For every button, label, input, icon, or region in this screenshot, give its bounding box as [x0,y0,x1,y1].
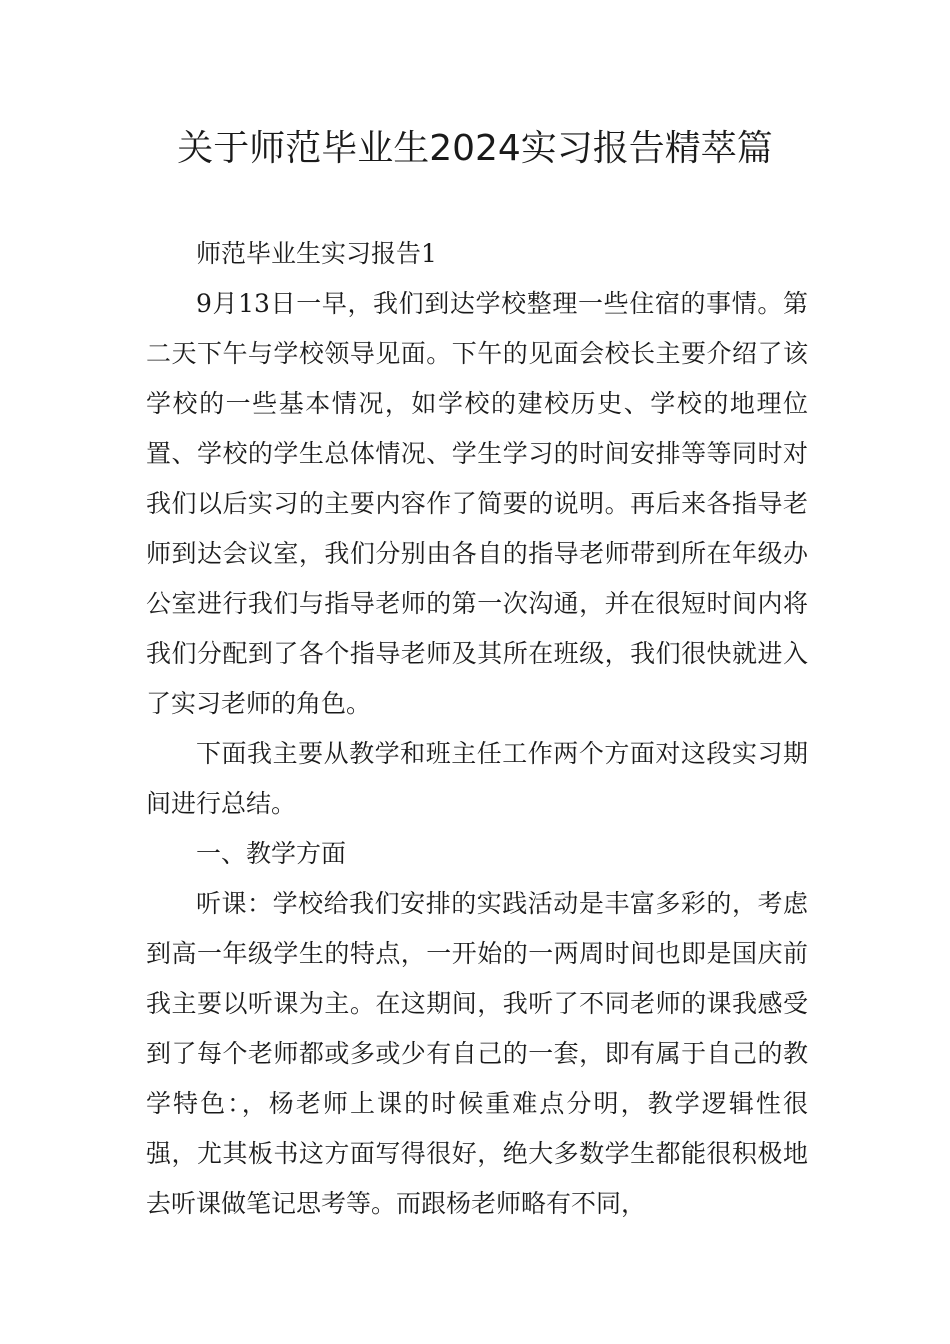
paragraph: 听课：学校给我们安排的实践活动是丰富多彩的，考虑到高一年级学生的特点，一开始的一两周时间也即是国庆前我主要以听课为主。在这期间，我听了不同老师的课我感受到了每个老师都或多或少有自己的一套，即有属于自己的教学特色：，杨老师上课的时候重难点分明，教学逻辑性很强，尤其板书这方面写得很好，绝大多数学生都能很积极地去听课做笔记思考等。而跟杨老师略有不同， [146,889,808,1218]
paragraph: 9月13日一早，我们到达学校整理一些住宿的事情。第二天下午与学校领导见面。下午的见面会校长主要介绍了该学校的一些基本情况，如学校的建校历史、学校的地理位置、学校的学生总体情况、学生学习的时间安排等等同时对我们以后实习的主要内容作了简要的说明。再后来各指导老师到达会议室，我们分别由各自的指导老师带到所在年级办公室进行我们与指导老师的第一次沟通，并在很短时间内将我们分配到了各个指导老师及其所在班级，我们很快就进入了实习老师的角色。 [146,289,808,718]
document-body [146,229,808,1229]
document-title: 关于师范毕业生2024实习报告精萃篇 [177,128,773,169]
section-heading: 一、教学方面 [196,839,347,868]
section-heading: 师范毕业生实习报告1 [196,239,437,268]
paragraph: 下面我主要从教学和班主任工作两个方面对这段实习期间进行总结。 [146,739,808,818]
